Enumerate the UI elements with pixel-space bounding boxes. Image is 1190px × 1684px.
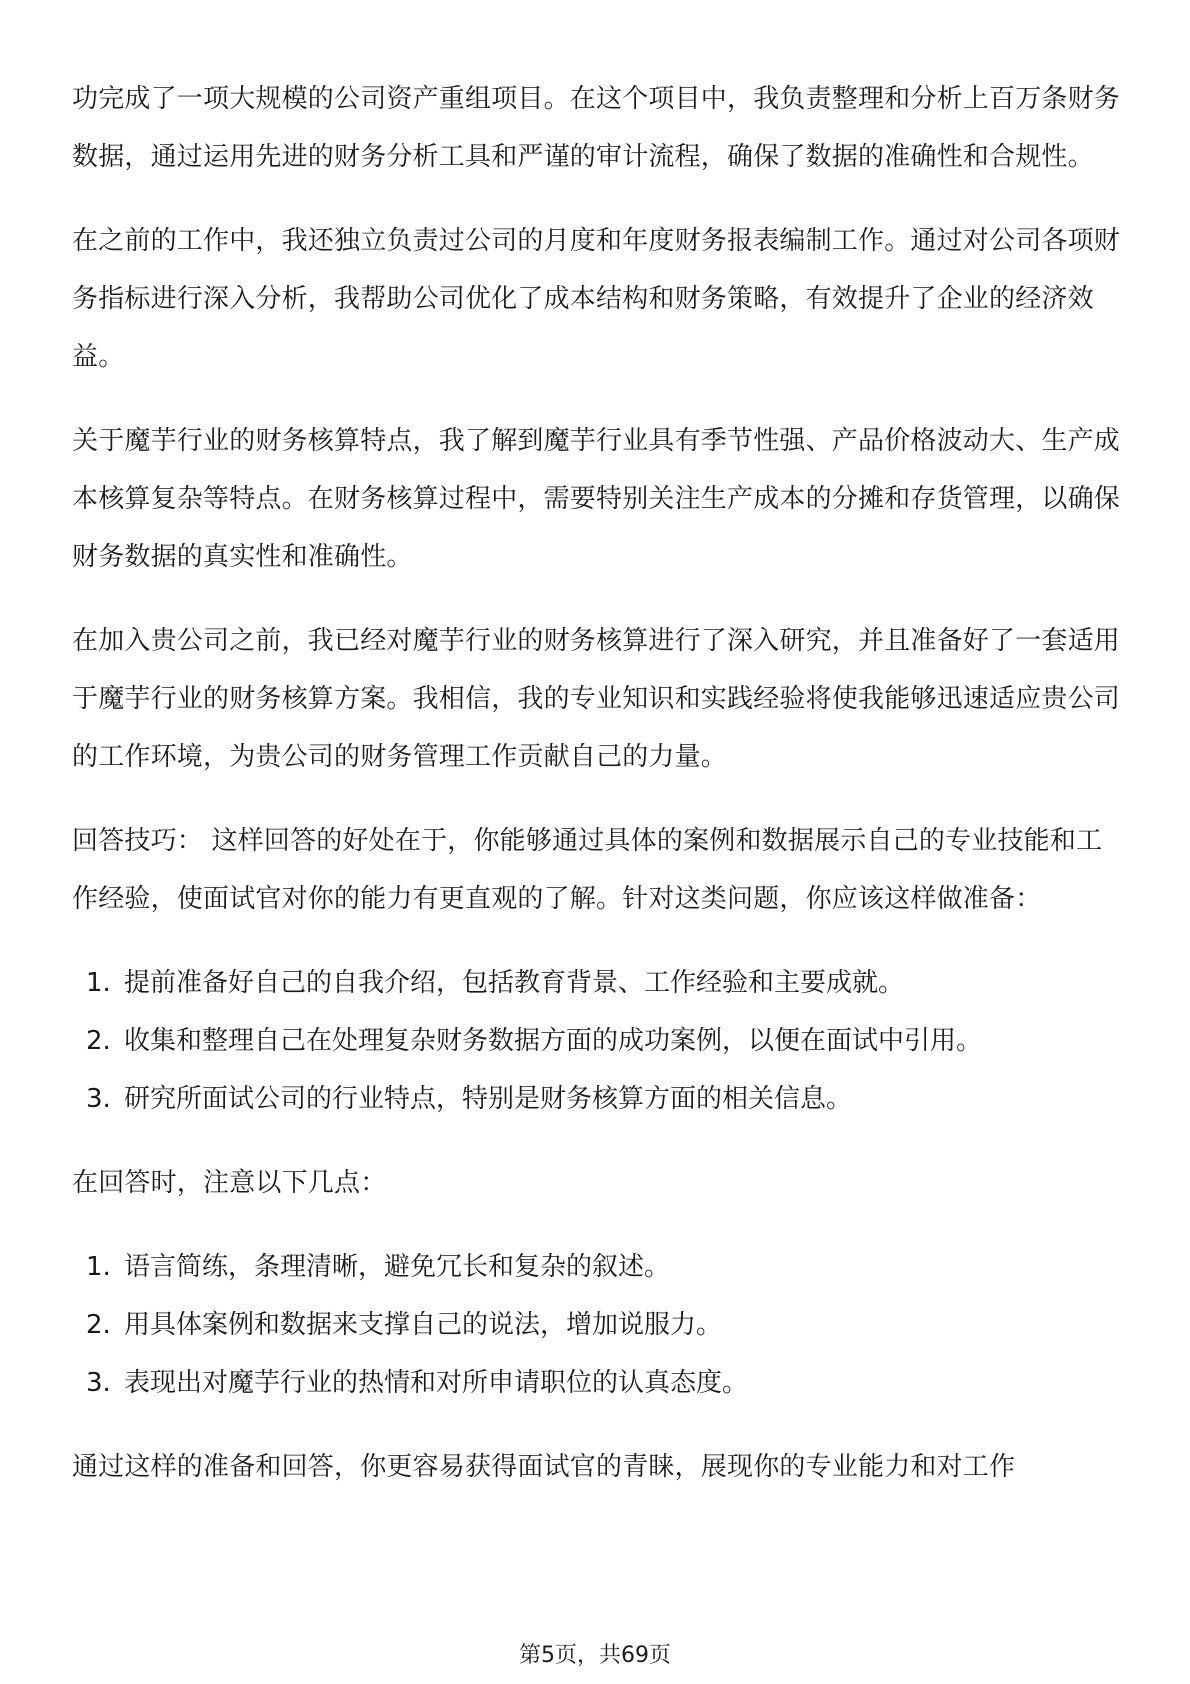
preparation-list (72, 954, 1122, 1128)
paragraph-answer-tips: 回答技巧： 这样回答的好处在于，你能够通过具体的案例和数据展示自己的专业技能和工作经验，使面试官对你的能力有更直观的了解。针对这类问题，你应该这样做准备： (72, 826, 1103, 914)
paragraph-conclusion: 通过这样的准备和回答，你更容易获得面试官的青睐，展现你的专业能力和对工作 (72, 1452, 1016, 1482)
page-number-footer: 第5页，共69页 (519, 1643, 671, 1668)
list-item-text: 研究所面试公司的行业特点，特别是财务核算方面的相关信息。 (124, 1084, 853, 1114)
list-item-text: 收集和整理自己在处理复杂财务数据方面的成功案例，以便在面试中引用。 (124, 1026, 983, 1056)
list-item-number: 3. (86, 1368, 111, 1398)
list-item-text: 表现出对魔芋行业的热情和对所申请职位的认真态度。 (124, 1368, 749, 1398)
list-item (72, 1238, 1122, 1296)
paragraph-preparation: 在加入贵公司之前，我已经对魔芋行业的财务核算进行了深入研究，并且准备好了一套适用于魔芋行业的财务核算方案。我相信，我的专业知识和实践经验将使我能够迅速适应贵公司的工作环境，为贵公司的财务管理工作贡献自己的力量。 (72, 626, 1121, 772)
paragraph-financial-reports: 在之前的工作中，我还独立负责过公司的月度和年度财务报表编制工作。通过对公司各项财务指标进行深入分析，我帮助公司优化了成本结构和财务策略，有效提升了企业的经济效益。 (72, 226, 1121, 372)
list-item (72, 954, 1122, 1012)
list-item-text: 语言简练，条理清晰，避免冗长和复杂的叙述。 (124, 1252, 671, 1282)
list-item (72, 1012, 1122, 1070)
list-item (72, 1070, 1122, 1128)
list-item (72, 1354, 1122, 1412)
list-item-number: 1. (86, 968, 111, 998)
list-item-number: 3. (86, 1084, 111, 1114)
list-item (72, 1296, 1122, 1354)
paragraph-answer-notes: 在回答时，注意以下几点： (72, 1168, 387, 1198)
list-item-number: 2. (86, 1310, 111, 1340)
paragraph-asset-restructuring: 功完成了一项大规模的公司资产重组项目。在这个项目中，我负责整理和分析上百万条财务数据，通过运用先进的财务分析工具和严谨的审计流程，确保了数据的准确性和合规性。 (72, 84, 1121, 172)
list-item-number: 2. (86, 1026, 111, 1056)
list-item-number: 1. (86, 1252, 111, 1282)
paragraph-konjac-industry: 关于魔芋行业的财务核算特点，我了解到魔芋行业具有季节性强、产品价格波动大、生产成本核算复杂等特点。在财务核算过程中，需要特别关注生产成本的分摊和存货管理，以确保财务数据的真实性和准确性。 (72, 426, 1121, 572)
list-item-text: 用具体案例和数据来支撑自己的说法，增加说服力。 (124, 1310, 723, 1340)
list-item-text: 提前准备好自己的自我介绍，包括教育背景、工作经验和主要成就。 (124, 968, 905, 998)
notes-list (72, 1238, 1122, 1412)
page-content (72, 70, 1122, 1522)
